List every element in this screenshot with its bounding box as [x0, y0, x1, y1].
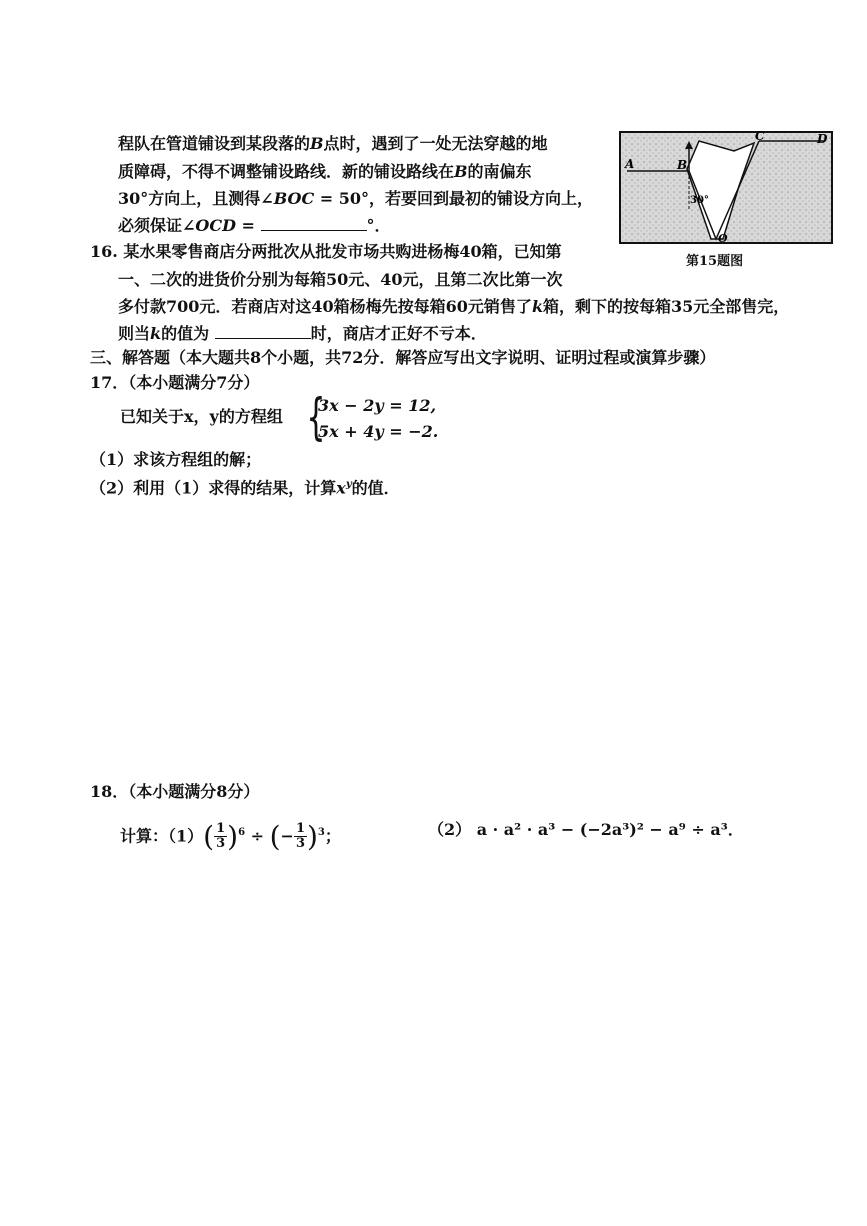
q16-line3 — [118, 295, 789, 319]
var-b: B — [310, 134, 324, 153]
divide-sign: ÷ — [250, 826, 265, 846]
label-b: B — [677, 158, 688, 172]
angle-ocd: OCD — [195, 216, 236, 235]
var-k: k — [150, 324, 162, 343]
answer-blank[interactable] — [261, 214, 367, 231]
expr-base: x — [336, 478, 346, 498]
q15-line3 — [118, 187, 593, 211]
figure-15 — [619, 131, 833, 244]
var-b: B — [454, 162, 468, 181]
label-angle: 30° — [690, 195, 709, 206]
q16-text: 箱，剩下的按每箱35元全部售完， — [543, 297, 790, 316]
brace-icon: { — [306, 388, 326, 446]
numerator: 1 — [295, 821, 305, 837]
q16-line2: 一、二次的进货价分别为每箱50元、40元，且第二次比第一次 — [118, 270, 563, 289]
exponent: 6 — [238, 827, 246, 838]
q17-stem: 已知关于x，y的方程组 — [120, 407, 283, 426]
q16-text: 时，商店才正好不亏本． — [310, 324, 487, 343]
exponent: 3 — [317, 827, 325, 838]
q15-text: = 50°，若要回到最初的铺设方向上， — [314, 189, 594, 208]
numerator: 1 — [216, 821, 226, 837]
equation-2: 5x + 4y = −2. — [318, 422, 439, 441]
q18-label: 计算：（1） — [120, 826, 204, 846]
q18-part1 — [120, 815, 341, 855]
q17-text: （2）利用（1）求得的结果，计算 — [90, 478, 337, 498]
paren: ) — [227, 819, 239, 853]
q15-text: 的南偏东 — [467, 162, 532, 181]
q15-text: 点时，遇到了一处无法穿越的地 — [323, 134, 548, 153]
paren: ) — [306, 819, 318, 853]
section-heading: 三、解答题（本大题共8个小题，共72分．解答应写出文字说明、证明过程或演算步骤） — [90, 348, 716, 367]
q16-text: 的值为 — [161, 324, 210, 343]
minus-sign: − — [280, 826, 294, 846]
fraction — [214, 822, 227, 851]
q17-text: 的值． — [351, 478, 400, 498]
q15-line4 — [118, 214, 391, 238]
q18-header: 18．（本小题满分8分） — [90, 782, 260, 801]
label-c: C — [755, 131, 765, 143]
q16-text: 多付款700元．若商店对这40箱杨梅先按每箱60元销售了 — [118, 297, 532, 316]
fraction — [294, 822, 307, 851]
paren: ( — [203, 819, 215, 853]
label-a: A — [625, 157, 635, 171]
q16-text: 则当 — [118, 324, 151, 343]
q18-part2: （2） a · a² · a³ − (−2a³)² − a⁹ ÷ a³． — [428, 820, 744, 839]
q16-line4 — [118, 322, 487, 346]
q15-text: = — [235, 216, 255, 235]
q17-part2 — [90, 473, 400, 500]
q15-line2 — [118, 160, 532, 184]
q15-line1 — [118, 132, 548, 156]
label-d: D — [817, 132, 828, 146]
q18-text: ； — [324, 826, 341, 846]
angle-boc: BOC — [273, 189, 315, 208]
q17-header: 17．（本小题满分7分） — [90, 373, 260, 392]
q15-text: 必须保证∠ — [118, 216, 196, 235]
q15-text: °． — [366, 216, 391, 235]
denominator: 3 — [216, 836, 226, 852]
q16-line1: 16. 某水果零售商店分两批次从批发市场共购进杨梅40箱，已知第 — [90, 242, 562, 261]
denominator: 3 — [295, 836, 305, 852]
figure-caption: 第15题图 — [686, 254, 744, 269]
paren: ( — [269, 819, 281, 853]
q15-text: 30°方向上，且测得∠ — [118, 189, 274, 208]
q17-part1: （1）求该方程组的解； — [90, 450, 262, 469]
q15-text: 程队在管道铺设到某段落的 — [118, 134, 311, 153]
expr-exponent: y — [345, 479, 352, 490]
answer-blank[interactable] — [215, 322, 311, 339]
equation-1: 3x − 2y = 12, — [318, 396, 437, 415]
label-o: O — [718, 232, 728, 244]
var-k: k — [531, 297, 544, 316]
q15-text: 质障碍，不得不调整铺设路线．新的铺设路线在 — [118, 162, 455, 181]
